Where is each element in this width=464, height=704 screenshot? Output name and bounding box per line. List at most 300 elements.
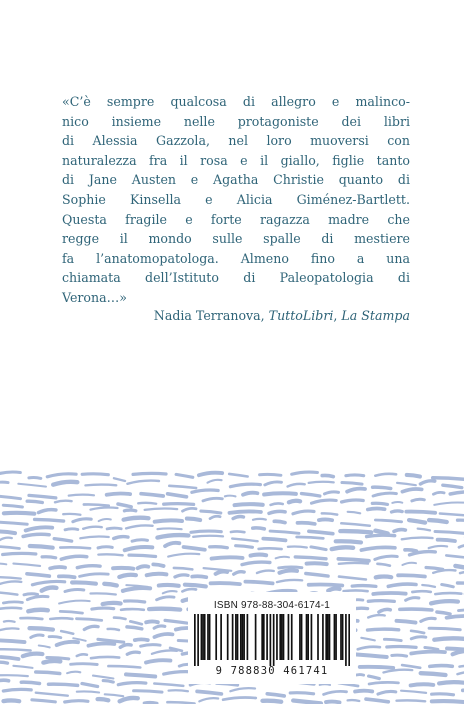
- brushstroke: [193, 536, 223, 537]
- brushstroke: [280, 570, 298, 572]
- brushstroke: [251, 555, 267, 556]
- brushstroke: [433, 492, 444, 494]
- brushstroke: [379, 609, 390, 612]
- barcode-bar: [232, 614, 234, 660]
- brushstroke: [271, 503, 283, 504]
- barcode-bar: [227, 614, 229, 660]
- brushstroke: [67, 672, 80, 673]
- brushstroke: [13, 666, 32, 668]
- brushstroke: [191, 531, 221, 532]
- brushstroke: [69, 495, 94, 496]
- brushstroke: [98, 554, 122, 555]
- brushstroke: [293, 701, 321, 704]
- brushstroke: [61, 631, 73, 634]
- brushstroke: [185, 585, 206, 587]
- brushstroke: [208, 480, 222, 483]
- brushstroke: [152, 650, 177, 653]
- brushstroke: [459, 545, 464, 547]
- brushstroke: [3, 553, 36, 554]
- brushstroke: [355, 691, 372, 692]
- barcode-bar: [235, 614, 237, 660]
- brushstroke: [27, 574, 49, 576]
- quote-line: chiamata dell’Istituto di Paleopatologia di: [62, 270, 410, 286]
- brushstroke: [77, 566, 100, 568]
- brushstroke: [446, 555, 464, 558]
- brushstroke: [348, 512, 361, 514]
- brushstroke: [312, 500, 337, 503]
- brushstroke: [169, 690, 188, 691]
- brushstroke: [133, 473, 166, 474]
- attribution-author: Nadia Terranova,: [153, 308, 269, 323]
- brushstroke: [0, 675, 28, 676]
- brushstroke: [23, 654, 43, 657]
- brushstroke: [401, 691, 426, 693]
- brushstroke: [290, 693, 313, 694]
- brushstroke: [442, 585, 454, 587]
- brushstroke: [392, 502, 402, 503]
- barcode-bar: [307, 614, 309, 660]
- brushstroke: [230, 484, 260, 487]
- barcode-bar: [301, 614, 303, 660]
- brushstroke: [158, 528, 182, 529]
- brushstroke: [324, 691, 347, 694]
- brushstroke: [27, 501, 42, 502]
- brushstroke: [306, 574, 328, 577]
- brushstroke: [123, 588, 150, 591]
- brushstroke: [61, 556, 87, 559]
- brushstroke: [0, 649, 31, 650]
- brushstroke: [184, 547, 205, 550]
- ean-digits: 9 788830 461741: [215, 665, 329, 677]
- brushstroke: [119, 575, 136, 577]
- brushstroke: [231, 531, 245, 532]
- brushstroke: [336, 541, 361, 542]
- brushstroke: [104, 584, 117, 586]
- brushstroke: [397, 621, 416, 623]
- brushstroke: [135, 639, 148, 640]
- brushstroke: [168, 494, 187, 497]
- brushstroke: [0, 522, 27, 524]
- barcode-bar: [276, 614, 278, 660]
- brushstroke: [257, 571, 274, 573]
- brushstroke: [59, 601, 90, 604]
- brushstroke: [274, 521, 285, 522]
- quote-line: Sophie Kinsella e Alicia Giménez-Bartlett.: [62, 191, 410, 207]
- isbn-label: ISBN 978-88-304-6174-1: [213, 600, 331, 611]
- brushstroke: [114, 537, 128, 539]
- brushstroke: [375, 520, 401, 522]
- brushstroke: [339, 577, 366, 580]
- brushstroke: [384, 639, 401, 640]
- brushstroke: [432, 701, 464, 702]
- brushstroke: [3, 602, 22, 603]
- brushstroke: [203, 498, 222, 501]
- brushstroke: [121, 609, 144, 610]
- brushstroke: [47, 474, 76, 477]
- brushstroke: [437, 612, 450, 614]
- brushstroke: [31, 635, 43, 637]
- brushstroke: [60, 547, 90, 548]
- brushstroke: [293, 511, 314, 514]
- barcode-bar: [329, 614, 331, 660]
- barcode-bar: [266, 614, 268, 660]
- brushstroke: [127, 652, 139, 654]
- brushstroke: [397, 700, 426, 701]
- barcode-bar: [283, 614, 285, 660]
- brushstroke: [458, 520, 464, 521]
- brushstroke: [235, 504, 263, 505]
- brushstroke: [322, 475, 333, 476]
- brushstroke: [125, 547, 153, 550]
- brushstroke: [105, 694, 123, 696]
- quote-line: regge il mondo sulle spalle di mestiere: [62, 231, 410, 247]
- brushstroke: [187, 519, 200, 520]
- brushstroke: [63, 514, 80, 515]
- brushstroke: [146, 660, 170, 662]
- brushstroke: [21, 618, 43, 619]
- brushstroke: [49, 684, 78, 685]
- brushstroke: [30, 628, 53, 629]
- brushstroke: [73, 519, 91, 522]
- brushstroke: [167, 702, 194, 703]
- brushstroke: [326, 702, 340, 703]
- barcode-bar: [348, 614, 350, 666]
- brushstroke: [410, 552, 436, 555]
- brushstroke: [411, 684, 434, 685]
- brushstroke: [443, 485, 462, 487]
- brushstroke: [307, 563, 327, 564]
- barcode-bar: [288, 614, 290, 660]
- brushstroke: [309, 482, 334, 483]
- brushstroke: [406, 598, 419, 601]
- brushstroke: [65, 529, 78, 530]
- brushstroke: [1, 657, 19, 659]
- brushstroke: [27, 596, 48, 599]
- brushstroke: [298, 523, 315, 524]
- brushstroke: [328, 589, 339, 591]
- brushstroke: [174, 568, 192, 570]
- brushstroke: [127, 481, 159, 484]
- brushstroke: [149, 609, 180, 610]
- brushstroke: [88, 644, 114, 646]
- brushstroke: [80, 574, 109, 577]
- brushstroke: [36, 693, 68, 696]
- brushstroke: [39, 510, 56, 513]
- barcode-bar: [243, 614, 245, 660]
- brushstroke: [120, 645, 131, 648]
- brushstroke: [368, 615, 385, 617]
- brushstroke: [338, 559, 369, 561]
- brushstroke: [0, 472, 20, 474]
- brushstroke: [453, 651, 464, 654]
- brushstroke: [55, 501, 72, 503]
- brushstroke: [409, 520, 425, 523]
- quote-line: fa l’anatomopatologa. Almeno fino a una: [62, 250, 410, 266]
- brushstroke: [297, 537, 324, 538]
- brushstroke: [411, 637, 426, 639]
- brushstroke: [93, 676, 113, 679]
- brushstroke: [197, 691, 221, 694]
- brushstroke: [60, 611, 82, 613]
- brushstroke: [83, 527, 102, 529]
- brushstroke: [455, 566, 464, 568]
- brushstroke: [420, 481, 434, 484]
- brushstroke: [77, 691, 99, 692]
- attribution-publication: TuttoLibri: [268, 308, 334, 323]
- brushstroke: [118, 504, 131, 507]
- brushstroke: [352, 586, 376, 587]
- brushstroke: [377, 564, 390, 566]
- brushstroke: [438, 540, 455, 541]
- brushstroke: [4, 621, 15, 622]
- quote-line: nico insieme nelle protagoniste dei libri: [62, 113, 410, 129]
- brushstroke: [332, 547, 353, 549]
- brushstroke: [0, 564, 6, 565]
- brushstroke: [42, 588, 57, 591]
- brushstroke: [159, 585, 179, 586]
- brushstroke: [168, 554, 199, 557]
- brushstroke: [340, 531, 371, 532]
- brushstroke: [129, 555, 156, 556]
- brushstroke: [29, 495, 56, 498]
- brushstroke: [435, 593, 461, 594]
- brushstroke: [21, 682, 39, 683]
- brushstroke: [397, 483, 416, 485]
- brushstroke: [132, 540, 147, 541]
- brushstroke: [358, 647, 380, 650]
- brushstroke: [433, 570, 455, 573]
- brushstroke: [126, 525, 153, 528]
- brushstroke: [84, 626, 98, 629]
- brushstroke: [65, 590, 84, 592]
- brushstroke: [322, 513, 337, 514]
- barcode-bar: [327, 614, 329, 660]
- brushstroke: [392, 511, 403, 512]
- brushstroke: [130, 621, 141, 624]
- brushstroke: [288, 547, 307, 548]
- quote-line: Verona…»: [62, 289, 127, 305]
- brushstroke: [163, 591, 177, 593]
- brushstroke: [302, 494, 320, 496]
- brushstroke: [233, 517, 243, 519]
- brushstroke: [422, 585, 435, 587]
- brushstroke: [0, 538, 12, 541]
- brushstroke: [433, 478, 464, 480]
- brushstroke: [431, 601, 458, 603]
- brushstroke: [369, 682, 398, 684]
- brushstroke: [157, 597, 174, 600]
- brushstroke: [82, 474, 108, 475]
- brushstroke: [253, 519, 266, 520]
- brushstroke: [394, 530, 405, 532]
- barcode-bar: [215, 614, 217, 660]
- brushstroke: [411, 631, 424, 633]
- brushstroke: [145, 509, 178, 510]
- barcode-bar: [255, 614, 257, 660]
- brushstroke: [65, 701, 88, 702]
- brushstroke: [425, 648, 438, 650]
- brushstroke: [418, 529, 430, 531]
- brushstroke: [212, 557, 243, 558]
- ean-barcode: [194, 614, 350, 666]
- brushstroke: [108, 666, 140, 667]
- brushstroke: [269, 511, 285, 513]
- barcode-bar: [291, 614, 293, 660]
- brushstroke: [118, 683, 146, 685]
- brushstroke: [309, 531, 333, 533]
- barcode-bar: [261, 614, 263, 660]
- brushstroke: [429, 628, 460, 629]
- brushstroke: [429, 520, 447, 522]
- brushstroke: [0, 496, 21, 498]
- brushstroke: [138, 503, 156, 504]
- barcode-panel: [188, 592, 356, 684]
- barcode-bar: [273, 614, 275, 666]
- brushstroke: [429, 546, 447, 548]
- brushstroke: [91, 657, 119, 658]
- brushstroke: [253, 528, 264, 529]
- brushstroke: [77, 654, 87, 656]
- brushstroke: [113, 568, 133, 569]
- brushstroke: [368, 629, 399, 630]
- brushstroke: [165, 543, 179, 546]
- barcode-bar: [281, 614, 283, 660]
- brushstroke: [289, 501, 300, 503]
- barcode-bar: [311, 614, 313, 660]
- brushstroke: [223, 698, 256, 700]
- brushstroke: [154, 626, 165, 628]
- brushstroke: [342, 500, 364, 502]
- brushstroke: [236, 546, 253, 548]
- brushstroke: [366, 699, 388, 702]
- brushstroke: [141, 645, 160, 647]
- brushstroke: [376, 576, 391, 577]
- brushstroke: [92, 608, 114, 609]
- brushstroke: [85, 485, 116, 486]
- brushstroke: [402, 538, 433, 540]
- brushstroke: [107, 528, 121, 529]
- brushstroke: [80, 536, 108, 538]
- brushstroke: [434, 502, 464, 504]
- quote-attribution: [62, 306, 410, 325]
- brushstroke: [0, 581, 21, 584]
- brushstroke: [103, 681, 113, 683]
- brushstroke: [146, 621, 158, 622]
- brushstroke: [447, 616, 464, 618]
- brushstroke: [276, 557, 289, 559]
- brushstroke: [387, 647, 416, 648]
- barcode-bar: [335, 614, 337, 660]
- brushstroke: [373, 487, 391, 488]
- brushstroke: [402, 489, 421, 492]
- brushstroke: [373, 593, 405, 594]
- brushstroke: [426, 568, 443, 570]
- brushstroke: [369, 676, 380, 679]
- brushstroke: [0, 592, 17, 595]
- brushstroke: [114, 618, 126, 619]
- brushstroke: [230, 688, 255, 691]
- brushstroke: [13, 564, 40, 566]
- barcode-bar: [204, 614, 206, 660]
- brushstroke: [26, 527, 53, 530]
- attribution-separator: ,: [333, 308, 342, 323]
- brushstroke: [0, 680, 9, 681]
- brushstroke: [32, 700, 55, 702]
- brushstroke: [320, 684, 330, 685]
- brushstroke: [460, 570, 464, 573]
- brushstroke: [400, 609, 432, 610]
- quote-line: «C’è sempre qualcosa di allegro e malinco-: [62, 94, 410, 109]
- brushstroke: [270, 531, 299, 533]
- brushstroke: [0, 628, 19, 630]
- brushstroke: [265, 482, 282, 485]
- brushstroke: [375, 531, 387, 534]
- brushstroke: [216, 571, 228, 573]
- brushstroke: [457, 672, 464, 675]
- barcode-bar: [263, 614, 265, 660]
- barcode-bar: [325, 614, 327, 660]
- brushstroke: [277, 580, 302, 582]
- barcode-bar: [242, 614, 244, 660]
- brushstroke: [0, 608, 21, 609]
- brushstroke: [0, 577, 21, 579]
- brushstroke: [230, 511, 261, 512]
- brushstroke: [402, 665, 420, 668]
- brushstroke: [0, 532, 15, 534]
- brushstroke: [103, 603, 121, 604]
- brushstroke: [421, 618, 435, 621]
- brushstroke: [458, 583, 464, 585]
- brushstroke: [0, 662, 8, 663]
- barcode-bar: [334, 614, 336, 660]
- brushstroke: [341, 523, 370, 525]
- quote-line: Questa fragile e forte ragazza madre che: [62, 211, 410, 227]
- brushstroke: [155, 520, 182, 521]
- brushstroke: [295, 557, 326, 559]
- brushstroke: [392, 655, 407, 656]
- brushstroke: [199, 698, 218, 701]
- barcode-bar: [340, 614, 342, 660]
- barcode-bar: [299, 614, 301, 660]
- brushstroke: [3, 689, 31, 691]
- brushstroke: [342, 483, 362, 485]
- brushstroke: [23, 534, 49, 536]
- brushstroke: [361, 547, 395, 550]
- brushstroke: [279, 567, 302, 568]
- brushstroke: [157, 535, 188, 538]
- brushstroke: [319, 519, 332, 520]
- brushstroke: [267, 694, 284, 696]
- brushstroke: [406, 512, 435, 513]
- brushstroke: [367, 535, 395, 536]
- brushstroke: [263, 539, 285, 541]
- brushstroke: [434, 638, 464, 639]
- barcode-bar: [240, 614, 242, 660]
- brushstroke: [91, 593, 116, 594]
- brushstroke: [43, 661, 60, 663]
- brushstroke: [98, 639, 124, 642]
- brushstroke: [402, 563, 416, 565]
- brushstroke: [346, 475, 364, 476]
- brushstroke: [0, 482, 8, 484]
- brushstroke: [153, 564, 163, 566]
- brushstroke: [412, 499, 424, 501]
- brushstroke: [210, 547, 228, 548]
- brushstroke: [288, 484, 305, 487]
- brushstroke: [147, 574, 167, 575]
- brushstroke: [309, 585, 343, 586]
- barcode-bar: [306, 614, 308, 660]
